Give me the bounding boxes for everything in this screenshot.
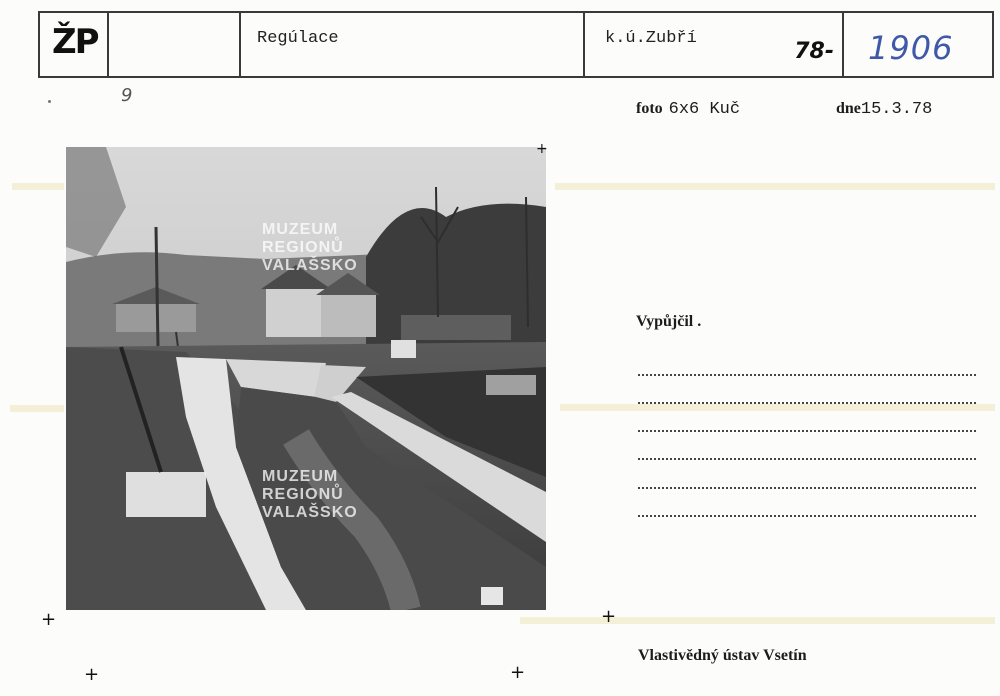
tape-strip (10, 405, 64, 412)
watermark-line: REGIONŮ (262, 486, 344, 503)
plus-mark: + (41, 609, 57, 630)
photo-illustration (66, 147, 546, 610)
side-note: 9 (121, 85, 133, 106)
date-value: 15.3.78 (860, 100, 933, 119)
category-text: Regúlace (257, 29, 339, 48)
foto-label: foto (636, 100, 663, 117)
borrower-label-text: Vypůjčil (636, 313, 694, 330)
plus-mark: + (510, 662, 526, 683)
watermark-line: VALAŠSKO (262, 257, 358, 274)
foto-value: 6x6 Kuč (668, 100, 741, 119)
borrower-line (638, 430, 976, 432)
plus-mark: + (84, 664, 100, 685)
borrower-line (638, 515, 976, 517)
plus-mark: + (536, 141, 548, 157)
watermark (262, 221, 358, 275)
logo-mark: ŽP (52, 22, 98, 62)
watermark (262, 468, 358, 522)
watermark-line: REGIONŮ (262, 239, 344, 256)
location-cell (585, 13, 844, 76)
header-table (38, 11, 994, 78)
category-cell (241, 13, 585, 76)
location-text: k.ú.Zubří (605, 29, 697, 48)
institution-name: Vlastivědný ústav Vsetín (638, 647, 807, 664)
borrower-line (638, 402, 976, 404)
inventory-cell (844, 13, 992, 76)
borrower-line (638, 487, 976, 489)
watermark-line: MUZEUM (262, 468, 339, 485)
borrower-line (638, 374, 976, 376)
empty-cell (109, 13, 241, 76)
date-line (836, 98, 932, 119)
inventory-number: 1906 (868, 29, 954, 67)
borrower-dot: . (697, 313, 702, 330)
tape-strip (12, 183, 64, 190)
tape-strip (555, 183, 995, 190)
tape-strip (560, 404, 995, 411)
watermark-line: MUZEUM (262, 221, 339, 238)
tape-strip (520, 617, 995, 624)
plus-mark: + (601, 606, 617, 627)
logo-cell (40, 13, 109, 76)
date-label: dne (836, 100, 861, 117)
foto-line (636, 98, 740, 119)
watermark-line: VALAŠSKO (262, 504, 358, 521)
year-prefix: 78- (794, 39, 834, 64)
river-regulation-photo (66, 147, 546, 610)
borrower-label (636, 313, 701, 331)
borrower-line (638, 458, 976, 460)
ink-dot (48, 100, 51, 103)
